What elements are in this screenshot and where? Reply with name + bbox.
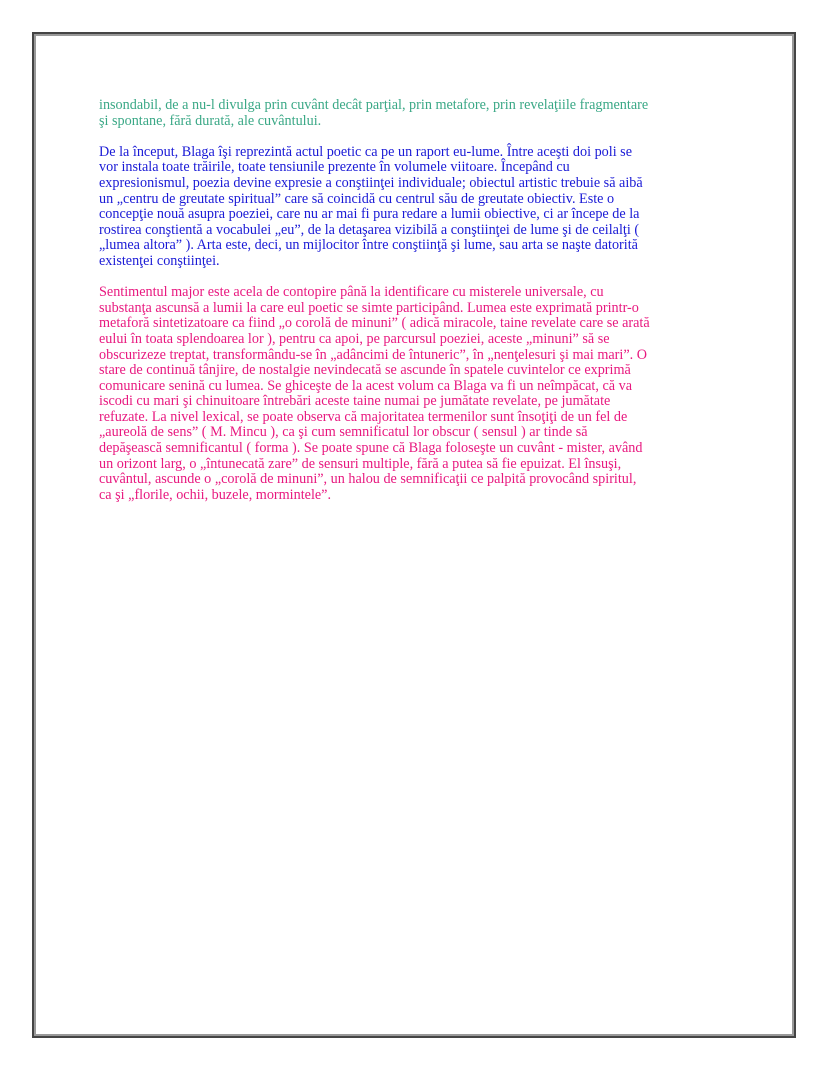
text-line: refuzate. La nivel lexical, se poate observa că majoritatea termenilor sunt însoţiţi de un fel de: [99, 408, 628, 425]
text-line: eului în toata splendoarea lor ), pentru ca apoi, pe parcursul poeziei, aceste „minuni” să se: [99, 330, 610, 347]
text-line: iscodi cu mari şi chinuitoare întrebări aceste taine numai pe jumătate revelate, pe jumătate: [99, 393, 611, 410]
text-line: depăşească semnificantul ( forma ). Se poate spune că Blaga foloseşte un cuvânt - mister, având: [99, 440, 643, 457]
paragraph-major-sentiment: [99, 285, 779, 503]
text-line: „lumea altora” ). Arta este, deci, un mijlocitor între conştiinţă şi lume, sau arta se naşte datorită: [99, 237, 638, 254]
text-line: concepţie nouă asupra poeziei, care nu ar mai fi pura redare a lumii obiective, ci ar începe de la: [99, 206, 640, 223]
document-body: [99, 98, 779, 519]
text-line: „aureolă de sens” ( M. Mincu ), ca şi cum semnificatul lor obscur ( sensul ) ar tinde să: [99, 424, 588, 441]
text-line: metaforă sintetizatoare ca fiind „o corolă de minuni” ( adică miracole, taine revelate care se arată: [99, 315, 650, 332]
text-line: existenţei conştiinţei.: [99, 252, 220, 269]
text-line: cuvântul, ascunde o „corolă de minuni”, un halou de semnificaţii ce palpită provocând spiritul,: [99, 471, 637, 488]
text-line: expresionismul, poezia devine expresie a conştiinţei individuale; obiectul artistic trebuie să aibă: [99, 174, 643, 191]
paragraph-continuation: [99, 98, 779, 129]
document-page: [32, 32, 796, 1038]
text-line: substanţa ascunsă a lumii la care eul poetic se simte participând. Lumea este exprimată printr-o: [99, 299, 639, 316]
text-line: comunicare senină cu lumea. Se ghiceşte de la acest volum ca Blaga va fi un neîmpăcat, că va: [99, 377, 632, 394]
text-line: insondabil, de a nu-l divulga prin cuvânt decât parţial, prin metafore, prin revelaţiile fragmentare: [99, 97, 649, 113]
text-line: Sentimentul major este acela de contopire până la identificare cu misterele universale, cu: [99, 284, 604, 301]
text-line: vor instala toate trăirile, toate tensiunile prezente în volumele viitoare. Începând cu: [99, 159, 570, 176]
text-line: stare de continuă tânjire, de nostalgie nevindecată se ascunde în spatele cuvintelor ce exprimă: [99, 362, 631, 379]
paragraph-poetic-act: [99, 145, 779, 270]
text-line: un „centru de greutate spiritual” care să coincidă cu centrul său de greutate obiectiv. Este o: [99, 190, 615, 207]
text-line: De la început, Blaga îşi reprezintă actul poetic ca pe un raport eu-lume. Între aceşti doi poli se: [99, 143, 633, 160]
text-line: şi spontane, fără durată, ale cuvântului.: [99, 112, 322, 129]
text-line: un orizont larg, o „întunecată zare” de sensuri multiple, fără a putea să fie epuizat. El însuşi,: [99, 455, 622, 472]
text-line: obscurizeze treptat, transformându-se în „adâncimi de întuneric”, în „nenţelesuri şi mai mari”. O: [99, 346, 647, 363]
text-line: rostirea conştientă a vocabulei „eu”, de la detaşarea vizibilă a conştiinţei de lume şi de ceilalţi (: [99, 221, 640, 238]
text-line: ca şi „florile, ochii, buzele, mormintele”.: [99, 486, 332, 503]
